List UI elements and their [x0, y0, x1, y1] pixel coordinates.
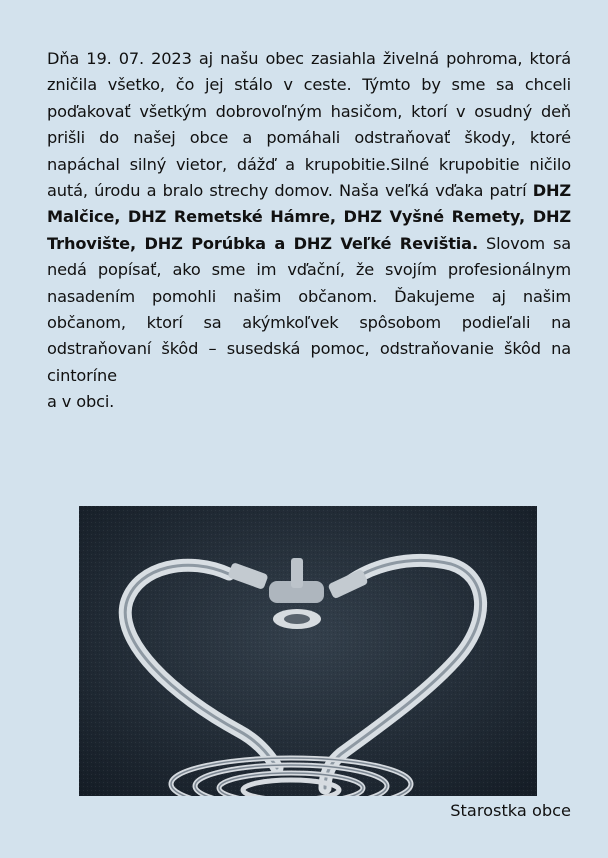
fire-brigades-list: DHZ Malčice, DHZ Remetské Hámre, DHZ Vyšné Remety, DHZ Trhovište, DHZ Porúbka a DHZ Veľké Revištia.: [47, 181, 571, 253]
signature-starostka: Starostka obce: [450, 801, 571, 820]
letter-body: [47, 46, 571, 389]
fire-hose-heart-photo: [79, 506, 537, 796]
letter-intro: Dňa 19. 07. 2023 aj našu obec zasiahla živelná pohroma, ktorá zničila všetko, čo jej stálo v ceste. Týmto by sme sa chceli poďakovať všetkým dobrovoľným hasičom, ktorí v osudný deň prišli do našej obce a pomáhali odstraňovať škody, ktoré napáchal silný vietor, dážď a krupobitie.Silné krupobitie ničilo autá, úrodu a bralo strechy domov. Naša veľká vďaka patrí: [47, 49, 571, 201]
letter-text: [47, 46, 571, 416]
letter-outro: Slovom sa nedá popísať, ako sme im vďační, že svojím profesionálnym nasadením pomohli našim občanom. Ďakujeme aj našim občanom, ktorí sa akýmkoľvek spôsobom podieľali na odstraňovaní škôd – susedská pomoc, odstraňovanie škôd na cintoríne: [47, 233, 572, 385]
letter-last-line: a v obci.: [47, 392, 115, 412]
fire-hose-heart-icon: [79, 506, 537, 796]
